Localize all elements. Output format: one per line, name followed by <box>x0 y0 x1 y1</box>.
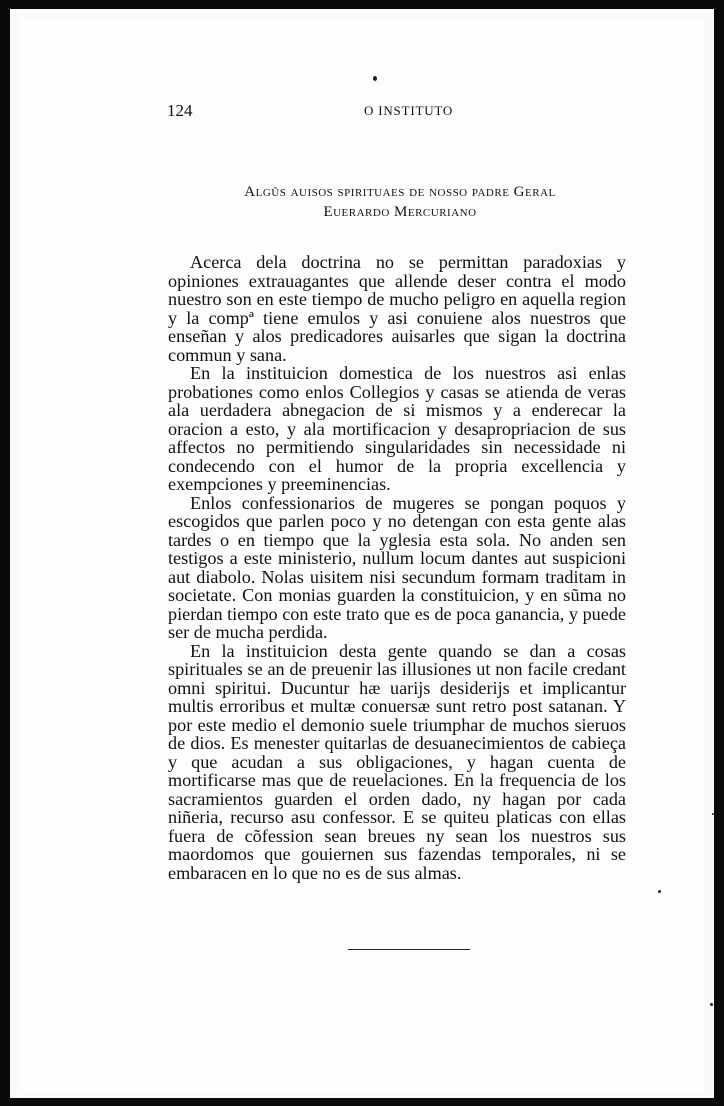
paragraph: Enlos confessionarios de mugeres se pongan poquos y escogidos que parlen poco y no detengan con esta gente alas tardes o en tiempo que la yglesia esta sola. No anden sen testigos a este ministerio, nullum locum dantes aut suspicioni aut diabolo. Nolas uisitem nisi secundum formam traditam in societate. Con monias guarden la constituicion, y en sũma no pierdan tiempo con este trato que es de poca ganancia, y puede ser de mucha perdida. <box>168 492 626 642</box>
article-title-line-1: Algũs auisos spirituaes de nosso padre Geral <box>244 184 556 200</box>
article-title-line-2: Euerardo Mercuriano <box>323 204 477 220</box>
running-head <box>167 101 607 123</box>
end-rule-divider <box>348 949 470 950</box>
paragraph: En la instituicion desta gente quando se dan a cosas spirituales se an de preuenir las illusiones ut non facile credant omni spiritui. Ducuntur hæ uarijs desiderijs et implicantur multis erroribus et multæ conuersæ sunt retro post satanan. Y por este medio el demonio suele triumphar de muchos sieruos de dios. Es menester quitarlas de desuanecimientos de cabieça y que acudan a sus obligaciones, y hagan cuenta de mortificarse mas que de reuelaciones. En la frequencia de los sacramientos guarden el orden dado, ny hagan por cada niñeria, recurso asu confessor. E se quiteu platicas con ellas fuera de cõfession sean breues ny sean los nuestros sus maordomos que gouiernen sus fazendas temporales, ni se embaracen en lo que no es de sus almas. <box>168 640 626 883</box>
article-body <box>168 253 626 882</box>
paragraph: En la instituicion domestica de los nuestros asi enlas probationes como enlos Collegios y casas se atienda de veras ala uerdadera abnegacion de si mismos y a enderecar la oracion a esto, y ala mortificacion y desapropriacion de sus affectos no permitiendo singularidades sin necessidade ni condecendo con el humor de la propria excellencia y exempciones y preeminencias. <box>168 363 626 494</box>
journal-title: O INSTITUTO <box>364 103 454 118</box>
ink-speck <box>712 813 714 815</box>
page-number: 124 <box>167 101 193 120</box>
ink-speck <box>373 76 377 81</box>
ink-speck <box>658 890 661 893</box>
ink-speck <box>710 1003 713 1006</box>
paragraph: Acerca dela doctrina no se permittan paradoxias y opiniones extrauagantes que allende deser contra el modo nuestro son en este tiempo de mucho peligro en aquella region y la compª tiene emulos y asi conuiene alos nuestros que enseñan y alos predicadores auisarles que sigan la doctrina commun y sana. <box>168 252 626 365</box>
article-title <box>170 182 630 222</box>
